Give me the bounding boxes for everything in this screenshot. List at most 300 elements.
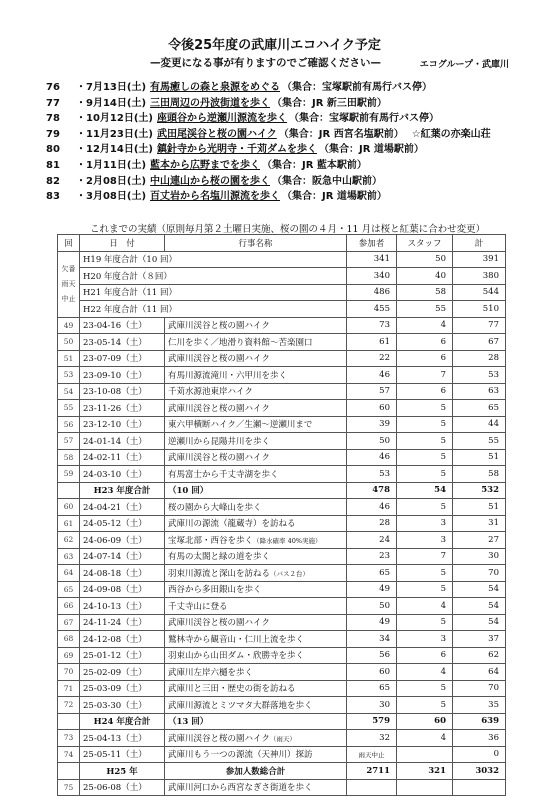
cell-event [165, 317, 347, 334]
year-total-label: H22 年度合計（11 回） [80, 301, 347, 318]
cell-date: 24-05-12（土） [80, 515, 165, 532]
col-header-event: 行事名称 [165, 235, 347, 252]
cell-number: 70 [58, 664, 80, 681]
event-remark: （降水確率 40%実施） [253, 536, 322, 545]
cell-event [165, 367, 347, 384]
cell-staff: 5 [397, 416, 453, 433]
cell-participants: 65 [347, 565, 397, 582]
cell-number: 64 [58, 565, 80, 582]
schedule-number: 83 [46, 191, 60, 203]
cell-event [165, 730, 347, 747]
cell-staff: 60 [397, 713, 453, 730]
event-name: 西谷から多田銀山を歩く [168, 585, 262, 596]
cell-date: 23-05-14（土） [80, 334, 165, 351]
schedule-item [46, 174, 526, 190]
cell-number: 73 [58, 730, 80, 747]
cell-number [58, 713, 80, 730]
schedule-meeting-point: （集合：JR 藍本駅前） [262, 159, 367, 171]
schedule-title: 中山連山から桜の園を歩く [150, 175, 271, 187]
table-row [58, 548, 506, 565]
cell-event [165, 598, 347, 615]
event-name: 桜の園から大峰山を歩く [168, 502, 262, 513]
cell-staff: 58 [397, 284, 453, 301]
event-name: （13 回） [168, 717, 209, 728]
cell-event [165, 466, 347, 483]
event-name: 武庫川もう一つの源流（天神川）探訪 [168, 750, 313, 761]
cell-staff: 7 [397, 367, 453, 384]
cell-staff: 5 [397, 697, 453, 714]
cell-number: 53 [58, 367, 80, 384]
schedule-item [46, 127, 526, 143]
table-total-row [58, 268, 506, 285]
cell-participants: 455 [347, 301, 397, 318]
cell-event [165, 647, 347, 664]
cell-date: 24-09-08（土） [80, 581, 165, 598]
cell-staff: 7 [397, 548, 453, 565]
schedule-item [46, 96, 526, 112]
cell-total: 639 [453, 713, 506, 730]
cell-number: 54 [58, 383, 80, 400]
table-row [58, 499, 506, 516]
cell-participants: 57 [347, 383, 397, 400]
cell-total: 30 [453, 548, 506, 565]
cell-number: 69 [58, 647, 80, 664]
cell-total: 391 [453, 251, 506, 268]
cell-participants: 340 [347, 268, 397, 285]
cell-participants: 478 [347, 482, 397, 499]
cell-total: 54 [453, 614, 506, 631]
event-remark: （雨天） [269, 734, 296, 743]
cell-participants: 雨天中止 [347, 746, 397, 763]
schedule-date: ・11月23日(土) [76, 128, 153, 140]
cell-date: 23-11-26（土） [80, 400, 165, 417]
total-label: H24 年度合計 [80, 713, 165, 730]
cell-date: 25-06-08（土） [80, 779, 165, 796]
cell-participants: 65 [347, 680, 397, 697]
schedule-note: ☆紅葉の亦楽山荘 [411, 128, 491, 140]
total-count [165, 713, 347, 730]
event-name: 鷲林寺から観音山・仁川上流を歩く [168, 634, 305, 645]
cell-participants: 579 [347, 713, 397, 730]
cell-staff: 3 [397, 532, 453, 549]
year-total-label: H19 年度合計（10 回） [80, 251, 347, 268]
cell-date: 24-01-14（土） [80, 433, 165, 450]
sidebar-label: 欠番 [61, 264, 76, 273]
total-count [165, 763, 347, 780]
cell-number [58, 482, 80, 499]
cell-total: 532 [453, 482, 506, 499]
event-name: 武庫川渓谷と桜の園ハイク [168, 354, 270, 365]
schedule-item [46, 158, 526, 174]
cell-date: 24-04-21（土） [80, 499, 165, 516]
cell-date: 24-03-10（土） [80, 466, 165, 483]
cell-event [165, 433, 347, 450]
cell-event [165, 416, 347, 433]
schedule-date: ・10月12日(土) [76, 113, 153, 125]
cell-total: 58 [453, 466, 506, 483]
schedule-title: 三田周辺の丹波街道を歩く [150, 97, 271, 109]
event-name: 有馬川源流滝川・六甲川を歩く [168, 370, 288, 381]
cell-event [165, 664, 347, 681]
schedule-item [46, 80, 526, 96]
cell-staff: 40 [397, 268, 453, 285]
cell-event [165, 581, 347, 598]
schedule-number: 80 [46, 144, 60, 156]
cell-participants [347, 779, 397, 796]
cell-number: 66 [58, 598, 80, 615]
cell-participants: 24 [347, 532, 397, 549]
cell-total: 64 [453, 664, 506, 681]
cell-staff: 5 [397, 466, 453, 483]
event-name: 武庫川渓谷と桜の園ハイク [168, 403, 270, 414]
cell-number: 56 [58, 416, 80, 433]
event-name: 有馬富士から千丈寺湖を歩く [168, 469, 279, 480]
event-name: 武庫川左岸六樋を歩く [168, 667, 254, 678]
table-total-row [58, 763, 506, 780]
col-header-number: 回 [58, 235, 80, 252]
event-name: 武庫川渓谷と桜の園ハイク [168, 321, 270, 332]
cell-number: 63 [58, 548, 80, 565]
cell-participants: 49 [347, 614, 397, 631]
total-label: H23 年度合計 [80, 482, 165, 499]
cell-date: 24-06-09（土） [80, 532, 165, 549]
cell-total: 63 [453, 383, 506, 400]
cell-total: 544 [453, 284, 506, 301]
cell-event [165, 532, 347, 549]
cell-total: 51 [453, 499, 506, 516]
cell-staff: 50 [397, 251, 453, 268]
cell-participants: 50 [347, 598, 397, 615]
cell-participants: 60 [347, 400, 397, 417]
table-row [58, 779, 506, 796]
schedule-item [46, 189, 526, 205]
cell-date: 24-07-14（土） [80, 548, 165, 565]
schedule-date: ・7月13日(土) [76, 82, 147, 93]
cell-staff: 6 [397, 383, 453, 400]
cell-number: 51 [58, 350, 80, 367]
table-row [58, 680, 506, 697]
cell-participants: 61 [347, 334, 397, 351]
cell-date: 24-11-24（土） [80, 614, 165, 631]
cell-number: 72 [58, 697, 80, 714]
cell-number: 61 [58, 515, 80, 532]
col-header-total: 計 [453, 235, 506, 252]
cell-total: 53 [453, 367, 506, 384]
schedule-date: ・12月14日(土) [76, 144, 153, 156]
table-row [58, 466, 506, 483]
cell-staff: 321 [397, 763, 453, 780]
cell-staff: 5 [397, 581, 453, 598]
cell-total: 77 [453, 317, 506, 334]
event-name: 千苅水源池東岸ハイク [168, 387, 253, 398]
schedule-number: 76 [46, 82, 60, 93]
table-row [58, 433, 506, 450]
cell-staff: 4 [397, 730, 453, 747]
cell-event [165, 746, 347, 763]
schedule-item [46, 111, 526, 127]
cell-total: 0 [453, 746, 506, 763]
event-name: 東六甲横断ハイク／生瀬～逆瀬川まで [168, 420, 313, 431]
cell-total: 380 [453, 268, 506, 285]
cell-participants: 30 [347, 697, 397, 714]
schedule-date: ・3月08日(土) [76, 191, 147, 203]
table-row [58, 746, 506, 763]
event-name: 参加人数総合計 [225, 766, 286, 777]
cell-number: 55 [58, 400, 80, 417]
schedule-meeting-point: （集合：JR 道場駅前） [282, 191, 387, 203]
cell-participants: 50 [347, 433, 397, 450]
cell-total: 54 [453, 581, 506, 598]
event-name: 武庫川渓谷と桜の園ハイク [168, 453, 270, 464]
cell-event [165, 499, 347, 516]
cell-event [165, 614, 347, 631]
schedule-meeting-point: （集合：JR 道場駅前） [318, 144, 424, 156]
cell-participants: 46 [347, 449, 397, 466]
cell-event [165, 350, 347, 367]
event-name: 武庫川源流とミツマタ大群落地を歩く [168, 700, 313, 711]
cell-total: 37 [453, 631, 506, 648]
schedule-meeting-point: （集合：阪急中山駅前） [272, 175, 383, 187]
cell-number: 50 [58, 334, 80, 351]
cell-participants: 56 [347, 647, 397, 664]
schedule-date: ・2月08日(土) [76, 175, 147, 187]
event-name: 武庫川と三田・歴史の街を訪ねる [168, 684, 296, 695]
sidebar-label: 中止 [61, 294, 76, 303]
cell-date: 25-04-13（土） [80, 730, 165, 747]
upcoming-schedule [46, 80, 526, 205]
cell-number: 62 [58, 532, 80, 549]
table-row [58, 515, 506, 532]
cell-participants: 53 [347, 466, 397, 483]
table-row [58, 367, 506, 384]
col-header-staff: スタッフ [397, 235, 453, 252]
table-row [58, 532, 506, 549]
schedule-item [46, 142, 526, 158]
cell-date: 23-07-09（土） [80, 350, 165, 367]
table-total-row [58, 251, 506, 268]
cell-number: 60 [58, 499, 80, 516]
cell-event [165, 334, 347, 351]
event-name: 羽束山から山田ダム・欣勝寺を歩く [168, 651, 305, 662]
cell-total: 55 [453, 433, 506, 450]
cell-event [165, 779, 347, 796]
cell-total: 70 [453, 565, 506, 582]
cell-total: 510 [453, 301, 506, 318]
schedule-number: 79 [46, 128, 60, 140]
canceled-sidebar [58, 251, 80, 317]
schedule-meeting-point: （集合：宝塚駅前有馬行バス停） [288, 113, 439, 125]
cell-number: 65 [58, 581, 80, 598]
cell-date: 24-12-08（土） [80, 631, 165, 648]
page-subtitle: —変更になる事が有りますのでご確認ください— [150, 57, 381, 69]
schedule-title: 武田尾渓谷と桜の園ハイク [156, 128, 277, 140]
cell-staff: 6 [397, 334, 453, 351]
table-row [58, 449, 506, 466]
cell-staff: 4 [397, 664, 453, 681]
table-row [58, 565, 506, 582]
cell-total: 65 [453, 400, 506, 417]
cell-staff: 5 [397, 433, 453, 450]
cell-staff: 4 [397, 598, 453, 615]
cell-total: 54 [453, 598, 506, 615]
schedule-number: 81 [46, 159, 60, 171]
cell-date: 25-01-12（土） [80, 647, 165, 664]
cell-staff: 3 [397, 631, 453, 648]
cell-staff: 4 [397, 317, 453, 334]
event-remark: （バス２台） [270, 569, 310, 578]
table-row [58, 614, 506, 631]
table-total-row [58, 284, 506, 301]
table-row [58, 350, 506, 367]
table-total-row [58, 301, 506, 318]
table-row [58, 317, 506, 334]
cell-total: 62 [453, 647, 506, 664]
cell-date: 23-04-16（土） [80, 317, 165, 334]
cell-date: 24-10-13（土） [80, 598, 165, 615]
cell-participants: 32 [347, 730, 397, 747]
table-row [58, 383, 506, 400]
table-row [58, 581, 506, 598]
event-name: 仁川を歩く／地滑り資料館～苦楽園口 [168, 337, 313, 348]
cell-date: 23-10-08（土） [80, 383, 165, 400]
cell-total: 67 [453, 334, 506, 351]
cell-number: 67 [58, 614, 80, 631]
sidebar-label: 雨天 [61, 279, 76, 288]
cell-event [165, 449, 347, 466]
cell-total: 35 [453, 697, 506, 714]
event-name: 武庫川渓谷と桜の園ハイク [168, 733, 270, 744]
cell-event [165, 680, 347, 697]
cell-staff [397, 779, 453, 796]
cell-event [165, 400, 347, 417]
cell-staff: 5 [397, 400, 453, 417]
cell-number [58, 763, 80, 780]
cell-total: 3032 [453, 763, 506, 780]
schedule-number: 77 [46, 97, 60, 109]
cell-participants: 46 [347, 499, 397, 516]
cell-number: 68 [58, 631, 80, 648]
schedule-meeting-point: （集合：宝塚駅前有馬行バス停） [282, 82, 433, 93]
event-name: 有馬の太閤と緑の道を歩く [168, 552, 271, 563]
cell-staff: 5 [397, 565, 453, 582]
event-name: （10 回） [168, 486, 209, 497]
cell-total: 27 [453, 532, 506, 549]
schedule-date: ・1月11日(土) [76, 159, 147, 171]
page-title: 令後25年度の武庫川エコハイク予定 [168, 38, 381, 53]
total-label: H25 年 [80, 763, 165, 780]
cell-event [165, 631, 347, 648]
event-name: 武庫川の源流（龍蔵寺）を訪ねる [168, 519, 296, 530]
cell-total: 44 [453, 416, 506, 433]
schedule-title: 藍本から広野までを歩く [150, 159, 261, 171]
cell-participants: 46 [347, 367, 397, 384]
cell-event [165, 565, 347, 582]
schedule-date: ・9月14日(土) [76, 97, 147, 109]
cell-participants: 22 [347, 350, 397, 367]
cell-number: 59 [58, 466, 80, 483]
cell-number: 49 [58, 317, 80, 334]
cell-total [453, 779, 506, 796]
cell-participants: 2711 [347, 763, 397, 780]
cell-number: 57 [58, 433, 80, 450]
event-name: 羽束川源流と深山を訪ねる [168, 568, 271, 579]
table-header-row [58, 235, 506, 252]
cell-staff: 55 [397, 301, 453, 318]
cell-staff: 6 [397, 647, 453, 664]
table-row [58, 416, 506, 433]
year-total-label: H20 年度合計（８回） [80, 268, 347, 285]
cell-number: 71 [58, 680, 80, 697]
table-row [58, 631, 506, 648]
table-row [58, 334, 506, 351]
event-name: 宝塚北部・西谷を歩く [168, 535, 254, 546]
cell-total: 70 [453, 680, 506, 697]
cell-event [165, 548, 347, 565]
schedule-title: 鎮針寺から光明寺・千苅ダムを歩く [156, 144, 317, 156]
event-name: 逆瀬川から昆陽井川を歩く [168, 436, 271, 447]
cell-date: 25-02-09（土） [80, 664, 165, 681]
event-name: 千丈寺山に登る [168, 601, 228, 612]
schedule-title: 座頭谷から逆瀬川源流を歩く [156, 113, 287, 125]
schedule-meeting-point: （集合：JR 西宮名塩駅前） [278, 128, 404, 140]
cell-number: 58 [58, 449, 80, 466]
cell-total: 28 [453, 350, 506, 367]
organization-name: エコグループ・武庫川 [419, 60, 509, 70]
cell-participants: 73 [347, 317, 397, 334]
cell-staff: 5 [397, 614, 453, 631]
cell-participants: 23 [347, 548, 397, 565]
cell-number: 74 [58, 746, 80, 763]
cell-staff: 5 [397, 680, 453, 697]
col-header-date: 日 付 [80, 235, 165, 252]
cell-participants: 341 [347, 251, 397, 268]
cell-participants: 486 [347, 284, 397, 301]
col-header-participants: 参加者 [347, 235, 397, 252]
cell-staff: 6 [397, 350, 453, 367]
table-row [58, 647, 506, 664]
records-table [57, 234, 506, 796]
table-total-row [58, 482, 506, 499]
cell-staff: 5 [397, 449, 453, 466]
cell-date: 25-03-30（土） [80, 697, 165, 714]
event-name: 武庫川渓谷と桜の園ハイク [168, 618, 270, 629]
schedule-number: 78 [46, 113, 60, 125]
table-total-row [58, 713, 506, 730]
schedule-title: 百丈岩から名塩川源流を歩く [150, 191, 281, 203]
cell-staff: 3 [397, 515, 453, 532]
table-row [58, 664, 506, 681]
cell-total: 51 [453, 449, 506, 466]
schedule-meeting-point: （集合：JR 新三田駅前） [272, 97, 387, 109]
cell-participants: 28 [347, 515, 397, 532]
cell-date: 25-03-09（土） [80, 680, 165, 697]
cell-staff: 54 [397, 482, 453, 499]
cell-staff [397, 746, 453, 763]
cell-event [165, 515, 347, 532]
cell-participants: 34 [347, 631, 397, 648]
cell-number: 75 [58, 779, 80, 796]
records-heading: これまでの実績（原則毎月第２土曜日実施、桜の園の４月・11 月は桜と紅葉に合わせ変更） [90, 224, 486, 235]
cell-event [165, 697, 347, 714]
table-row [58, 697, 506, 714]
cell-staff: 5 [397, 499, 453, 516]
schedule-title: 有馬癒しの森と泉源をめぐる [150, 82, 281, 93]
cell-total: 31 [453, 515, 506, 532]
table-row [58, 730, 506, 747]
cell-date: 23-12-10（土） [80, 416, 165, 433]
table-row [58, 400, 506, 417]
cell-total: 36 [453, 730, 506, 747]
